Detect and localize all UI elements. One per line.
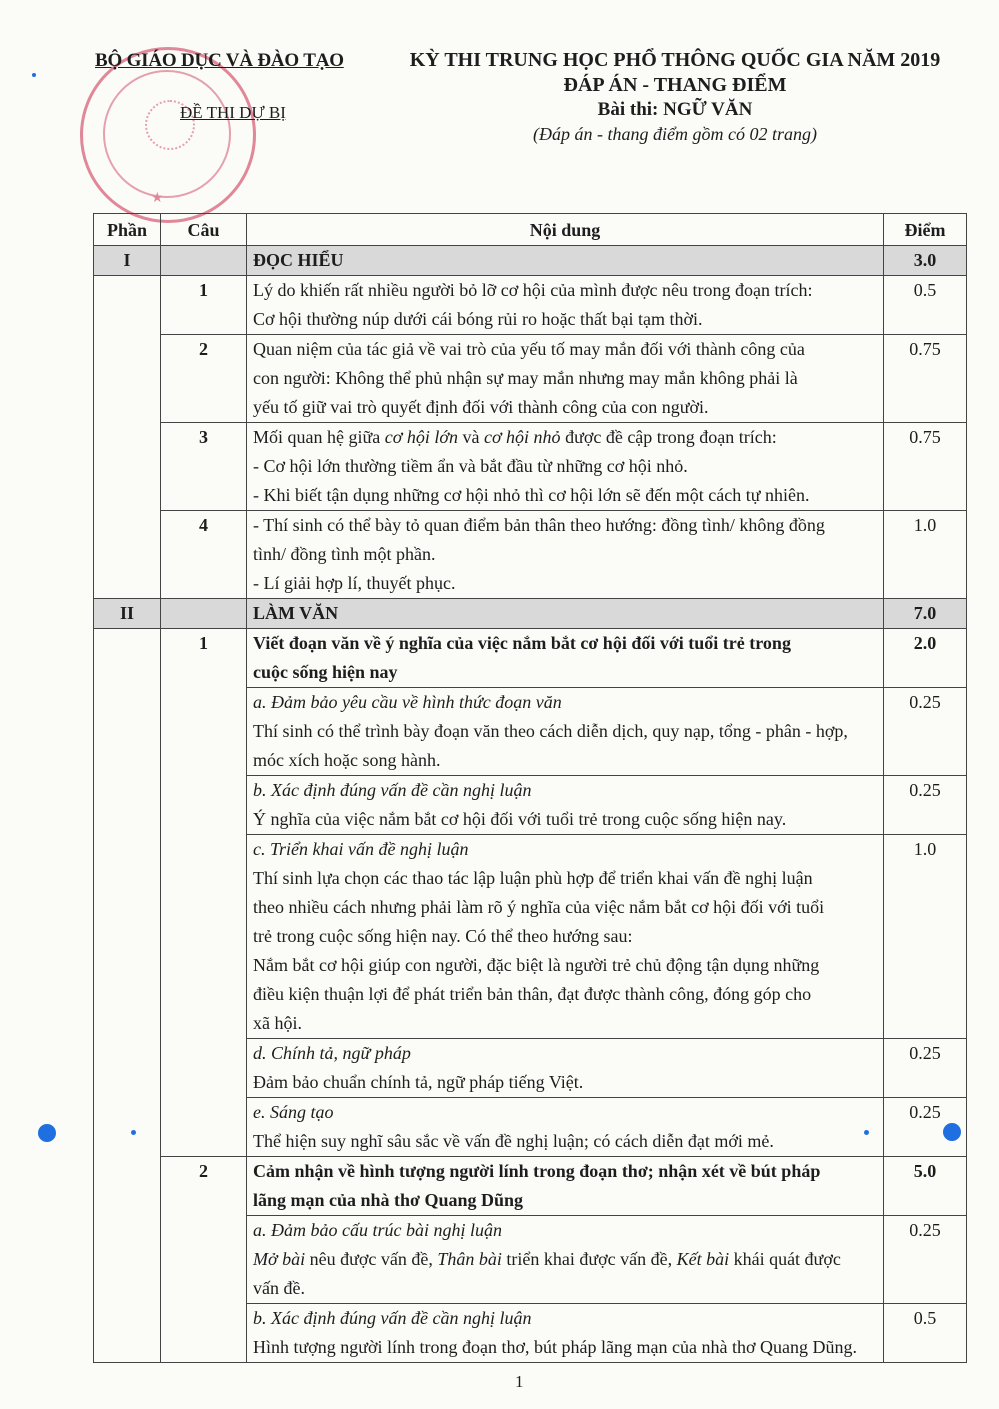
criterion-score: 0.25 (884, 776, 967, 835)
question-score: 2.0 (884, 629, 967, 688)
question-content (247, 276, 884, 335)
criterion-content (247, 1216, 884, 1304)
content-line: theo nhiều cách nhưng phải làm rõ ý nghĩa của việc nắm bắt cơ hội đối với tuổi (253, 897, 825, 917)
table-row (94, 423, 967, 511)
content-line: móc xích hoặc song hành. (253, 750, 441, 770)
page-count-note: (Đáp án - thang điểm gồm có 02 trang) (533, 124, 817, 144)
col-header-noidung: Nội dung (247, 214, 884, 246)
col-header-diem: Điểm (884, 214, 967, 246)
section-row (94, 599, 967, 629)
content-line: lãng mạn của nhà thơ Quang Dũng (253, 1190, 524, 1210)
table-row (94, 511, 967, 599)
content-line: Cơ hội thường núp dưới cái bóng rủi ro hoặc thất bại tạm thời. (253, 309, 703, 329)
criterion-content (247, 1039, 884, 1098)
question-score: 5.0 (884, 1157, 967, 1216)
ministry-name: BỘ GIÁO DỤC VÀ ĐÀO TẠO (95, 50, 344, 71)
question-score: 0.75 (884, 423, 967, 511)
criterion-content (247, 776, 884, 835)
content-line: - Cơ hội lớn thường tiềm ẩn và bắt đầu từ những cơ hội nhỏ. (253, 456, 688, 476)
question-number: 3 (161, 423, 247, 511)
section-score: 3.0 (884, 246, 967, 276)
content-line: Cảm nhận về hình tượng người lính trong đoạn thơ; nhận xét về bút pháp (253, 1161, 821, 1181)
question-content (247, 511, 884, 599)
criterion-heading: b. Xác định đúng vấn đề cần nghị luận (253, 1308, 532, 1328)
content-line: điều kiện thuận lợi để phát triển bản thân, đạt được thành công, đóng góp cho (253, 984, 812, 1004)
criterion-score: 0.25 (884, 1216, 967, 1304)
criterion-content (247, 835, 884, 1039)
content-line: - Thí sinh có thể bày tỏ quan điểm bản thân theo hướng: đồng tình/ không đồng (253, 515, 825, 535)
content-line: trẻ trong cuộc sống hiện nay. Có thể theo hướng sau: (253, 926, 633, 946)
section-title: ĐỌC HIỂU (247, 246, 884, 276)
marker-dot (32, 73, 36, 77)
exam-title: KỲ THI TRUNG HỌC PHỔ THÔNG QUỐC GIA NĂM 2019 (409, 49, 941, 71)
section-row (94, 246, 967, 276)
criterion-content (247, 688, 884, 776)
exam-type: ĐỀ THI DỰ BỊ (180, 103, 286, 122)
criterion-score: 0.25 (884, 688, 967, 776)
question-score: 1.0 (884, 511, 967, 599)
question-number: 2 (161, 335, 247, 423)
doc-title: ĐÁP ÁN - THANG ĐIỂM (563, 74, 787, 96)
question-number: 2 (161, 1157, 247, 1363)
criterion-heading: d. Chính tả, ngữ pháp (253, 1043, 411, 1063)
content-line: Mối quan hệ giữa cơ hội lớn và cơ hội nhỏ được đề cập trong đoạn trích: (253, 427, 777, 447)
question-title (247, 1157, 884, 1216)
criterion-score: 0.25 (884, 1098, 967, 1157)
criterion-heading: a. Đảm bảo cấu trúc bài nghị luận (253, 1220, 502, 1240)
table-row (94, 1157, 967, 1216)
content-line: Viết đoạn văn về ý nghĩa của việc nắm bắt cơ hội đối với tuổi trẻ trong (253, 633, 791, 653)
content-line: Đảm bảo chuẩn chính tả, ngữ pháp tiếng Việt. (253, 1072, 584, 1092)
content-line: Lý do khiến rất nhiều người bỏ lỡ cơ hội của mình được nêu trong đoạn trích: (253, 280, 813, 300)
page-number: 1 (515, 1372, 524, 1391)
subject: Bài thi: NGỮ VĂN (597, 99, 753, 120)
content-line: xã hội. (253, 1013, 302, 1033)
marker-dot (38, 1124, 56, 1142)
section-title: LÀM VĂN (247, 599, 884, 629)
content-line: Quan niệm của tác giả về vai trò của yếu tố may mắn đối với thành công của (253, 339, 805, 359)
section-score: 7.0 (884, 599, 967, 629)
question-number: 4 (161, 511, 247, 599)
question-number: 1 (161, 276, 247, 335)
criterion-heading: b. Xác định đúng vấn đề cần nghị luận (253, 780, 532, 800)
content-line: Thí sinh có thể trình bày đoạn văn theo cách diễn dịch, quy nạp, tổng - phân - hợp, (253, 721, 848, 741)
col-header-phan: Phần (94, 214, 161, 246)
content-line: - Khi biết tận dụng những cơ hội nhỏ thì cơ hội lớn sẽ đến một cách tự nhiên. (253, 485, 810, 505)
content-line: Hình tượng người lính trong đoạn thơ, bút pháp lãng mạn của nhà thơ Quang Dũng. (253, 1337, 858, 1357)
criterion-heading: e. Sáng tạo (253, 1102, 334, 1122)
ministry-seal (80, 47, 256, 223)
table-header-row (94, 214, 967, 246)
question-content (247, 335, 884, 423)
criterion-score: 0.5 (884, 1304, 967, 1363)
content-line: cuộc sống hiện nay (253, 662, 398, 682)
section-phan: II (94, 599, 161, 629)
seal-star-icon: ★ (151, 191, 164, 206)
table-row (94, 335, 967, 423)
content-line: Thể hiện suy nghĩ sâu sắc về vấn đề nghị luận; có cách diễn đạt mới mẻ. (253, 1131, 774, 1151)
question-score: 0.5 (884, 276, 967, 335)
content-line: tình/ đồng tình một phần. (253, 544, 436, 564)
content-line: vấn đề. (253, 1278, 305, 1298)
criterion-score: 0.25 (884, 1039, 967, 1098)
question-content (247, 423, 884, 511)
header-left (95, 50, 385, 72)
content-line: yếu tố giữ vai trò quyết định đối với thành công của con người. (253, 397, 709, 417)
question-score: 0.75 (884, 335, 967, 423)
table-row (94, 276, 967, 335)
section-phan: I (94, 246, 161, 276)
table-row (94, 629, 967, 688)
header-right (390, 48, 960, 147)
content-line: Nắm bắt cơ hội giúp con người, đặc biệt là người trẻ chủ động tận dụng những (253, 955, 820, 975)
marker-dot (864, 1130, 869, 1135)
question-title (247, 629, 884, 688)
question-number: 1 (161, 629, 247, 1157)
criterion-heading: c. Triển khai vấn đề nghị luận (253, 839, 469, 859)
content-line: Ý nghĩa của việc nắm bắt cơ hội đối với tuổi trẻ trong cuộc sống hiện nay. (253, 809, 787, 829)
criterion-heading: a. Đảm bảo yêu cầu về hình thức đoạn văn (253, 692, 562, 712)
criterion-content (247, 1304, 884, 1363)
content-line: Mở bài nêu được vấn đề, Thân bài triển khai được vấn đề, Kết bài khái quát được (253, 1249, 841, 1269)
content-line: - Lí giải hợp lí, thuyết phục. (253, 573, 456, 593)
criterion-score: 1.0 (884, 835, 967, 1039)
col-header-cau: Câu (161, 214, 247, 246)
answer-table (93, 213, 967, 1363)
criterion-content (247, 1098, 884, 1157)
marker-dot (943, 1123, 961, 1141)
content-line: con người: Không thể phủ nhận sự may mắn nhưng may mắn không phải là (253, 368, 798, 388)
content-line: Thí sinh lựa chọn các thao tác lập luận phù hợp để triển khai vấn đề nghị luận (253, 868, 813, 888)
marker-dot (131, 1130, 136, 1135)
